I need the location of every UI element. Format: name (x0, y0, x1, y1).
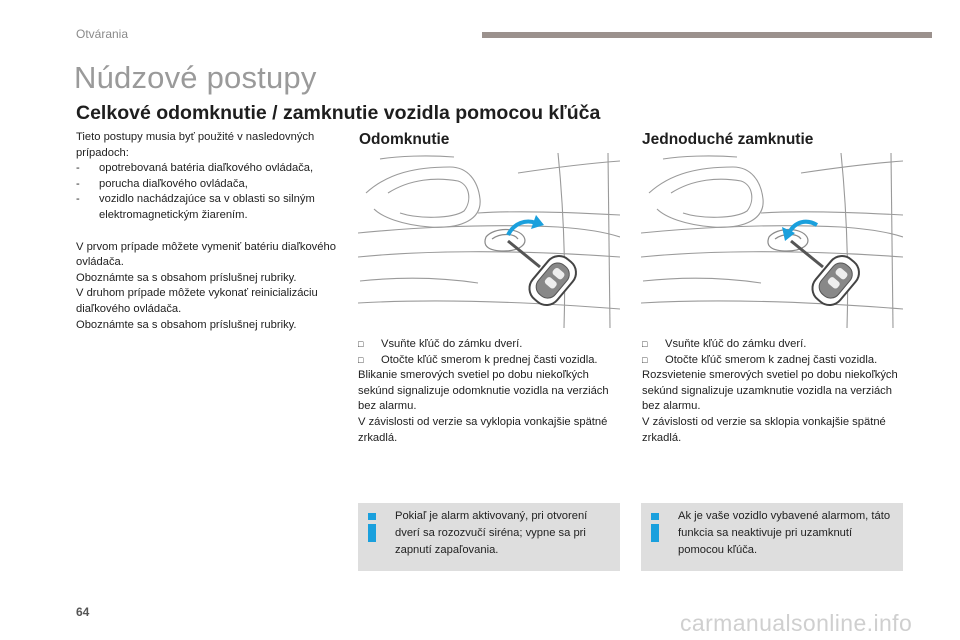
unlock-note (358, 503, 620, 571)
list-item: - vozidlo nachádzajúce sa v oblasti so silným elektromagnetickým žiarením. (76, 192, 344, 223)
list-item: - opotrebovaná batéria diaľkového ovládača, (76, 161, 344, 177)
section-label: Otvárania (76, 27, 129, 41)
list-item: □ Vsuňte kľúč do zámku dverí. (642, 337, 912, 353)
lock-illustration (641, 153, 903, 328)
intro-lead: Tieto postupy musia byť použité v nasledovných prípadoch: (76, 131, 315, 159)
header-bar (482, 32, 932, 38)
lock-note (641, 503, 903, 571)
lock-heading: Jednoduché zamknutie (642, 131, 814, 148)
list-item: □ Vsuňte kľúč do zámku dverí. (358, 337, 626, 353)
unlock-steps (358, 337, 626, 368)
lock-paragraph: Rozsvietenie smerových svetiel po dobu niekoľkých sekúnd signalizuje uzamknutie vozidla na verziách bez alarmu. (642, 369, 898, 413)
lock-instructions (642, 337, 912, 446)
intro-paragraph: V prvom prípade môžete vymeniť batériu diaľkového ovládača. (76, 240, 336, 269)
list-item: □ Otočte kľúč smerom k zadnej časti vozidla. (642, 353, 912, 369)
note-text: Ak je vaše vozidlo vybavené alarmom, táto funkcia sa neaktivuje pri uzamknutí pomocou kľúča. (678, 510, 891, 556)
unlock-paragraph: Blikanie smerových svetiel po dobu niekoľkých sekúnd signalizuje odomknutie vozidla na verziách bez alarmu. (358, 369, 609, 413)
info-icon (650, 513, 660, 541)
page-title: Núdzové postupy (74, 60, 317, 95)
unlock-instructions (358, 337, 626, 446)
intro-column (76, 130, 344, 333)
intro-paragraph: Oboznámte sa s obsahom príslušnej rubriky. (76, 271, 297, 284)
intro-paragraph: Oboznámte sa s obsahom príslušnej rubriky. (76, 318, 297, 331)
lock-paragraph: V závislosti od verzie sa sklopia vonkajšie spätné zrkadlá. (642, 415, 886, 444)
intro-paragraph: V druhom prípade môžete vykonať reinicializáciu diaľkového ovládača. (76, 287, 318, 315)
list-item: □ Otočte kľúč smerom k prednej časti vozidla. (358, 353, 626, 369)
unlock-heading: Odomknutie (359, 131, 450, 148)
watermark: carmanualsonline.info (680, 610, 913, 636)
list-item: - porucha diaľkového ovládača, (76, 177, 344, 193)
unlock-illustration (358, 153, 620, 328)
page-number: 64 (76, 605, 90, 619)
note-text: Pokiaľ je alarm aktivovaný, pri otvorení dverí sa rozozvučí siréna; vypne sa pri zapnutí zapaľovania. (395, 510, 588, 556)
case-list (76, 161, 344, 223)
lock-steps (642, 337, 912, 368)
unlock-paragraph: V závislosti od verzie sa vyklopia vonkajšie spätné zrkadlá. (358, 415, 608, 444)
subtitle: Celkové odomknutie / zamknutie vozidla pomocou kľúča (76, 102, 601, 124)
info-icon (367, 513, 377, 541)
